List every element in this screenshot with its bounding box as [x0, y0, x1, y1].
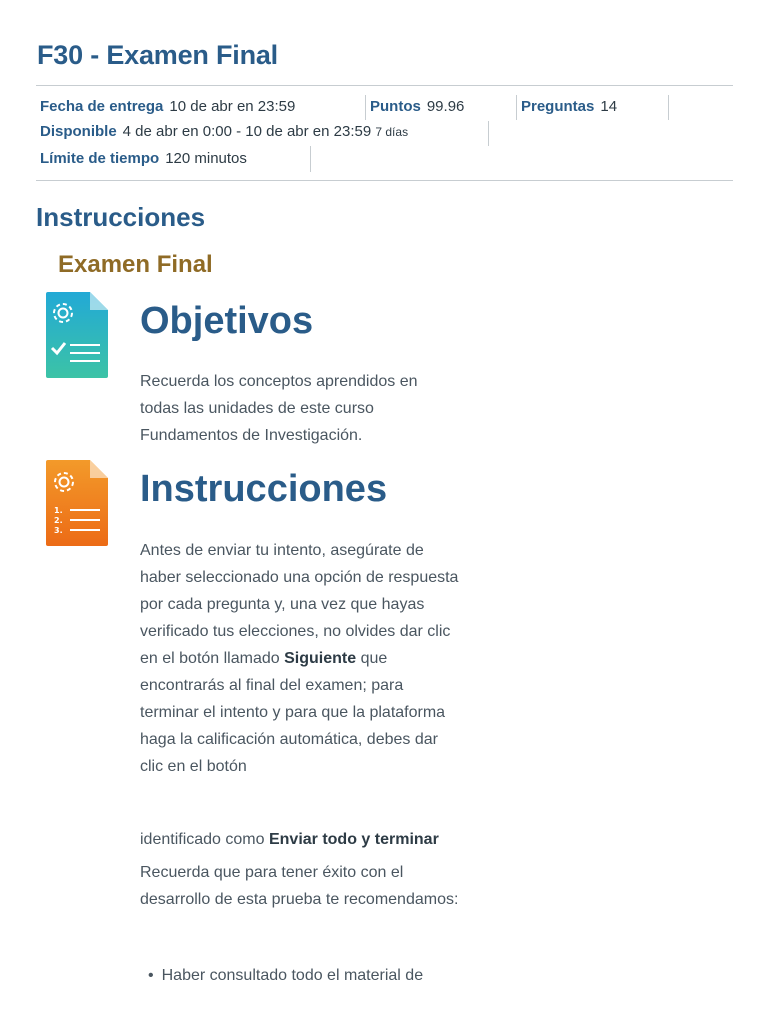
checklist-gear-icon — [46, 292, 108, 378]
objectives-text: Recuerda los conceptos aprendidos en todas las unidades de este curso Fundamentos de Investigación. — [140, 373, 418, 444]
time-limit-value: 120 minutos — [165, 150, 247, 167]
questions — [521, 98, 617, 115]
separator — [365, 95, 366, 120]
exam-subheading: Examen Final — [58, 251, 213, 278]
svg-text:2.: 2. — [54, 516, 63, 525]
due-value: 10 de abr en 23:59 — [169, 98, 296, 115]
due-label: Fecha de entrega — [40, 98, 164, 115]
time-limit-label: Límite de tiempo — [40, 150, 160, 167]
bullet-icon: • — [148, 967, 154, 984]
svg-text:1.: 1. — [54, 506, 63, 515]
page-title: F30 - Examen Final — [37, 40, 278, 70]
points — [370, 98, 464, 115]
text-span: Antes de enviar tu intento, asegúrate de haber seleccionado una opción de respuesta por cada pregunta y, una vez que hayas verificado tus elecciones, no olvides dar clic en el botón llamado — [140, 542, 459, 667]
instructions-paragraph-3: Recuerda que para tener éxito con el desarrollo de esta prueba te recomendamos: — [140, 864, 459, 908]
instructions-title: Instrucciones — [140, 468, 388, 510]
availability — [40, 123, 408, 140]
divider-bottom — [36, 180, 733, 181]
separator — [310, 146, 311, 172]
bullet-text: Haber consultado todo el material de — [161, 967, 424, 984]
available-label: Disponible — [40, 123, 117, 140]
list-item — [140, 962, 470, 989]
instructions-paragraph-1 — [140, 537, 460, 780]
siguiente-bold: Siguiente — [284, 650, 357, 667]
available-value: 4 de abr en 0:00 - 10 de abr en 23:59 — [122, 123, 372, 140]
divider-top — [36, 85, 733, 86]
separator — [516, 95, 517, 120]
enviar-todo-bold: Enviar todo y terminar — [268, 831, 439, 848]
instructions-paragraph-2 — [140, 826, 460, 853]
time-limit — [40, 150, 247, 167]
questions-value: 14 — [600, 98, 618, 115]
text-span: identificado como — [140, 831, 269, 848]
separator — [668, 95, 669, 120]
svg-text:3.: 3. — [54, 526, 63, 535]
instructions-heading: Instrucciones — [36, 202, 206, 232]
text-span: que encontrarás al final del examen; para terminar el intento y para que la plataforma haga la calificación automática, debes dar clic en el botón — [140, 650, 446, 775]
due-date — [40, 98, 295, 115]
questions-label: Preguntas — [521, 98, 595, 115]
points-value: 99.96 — [426, 98, 465, 115]
available-days: 7 días — [375, 125, 409, 139]
points-label: Puntos — [370, 98, 421, 115]
numbered-list-gear-icon — [46, 460, 108, 546]
separator — [488, 121, 489, 146]
objectives-title: Objetivos — [140, 300, 314, 342]
